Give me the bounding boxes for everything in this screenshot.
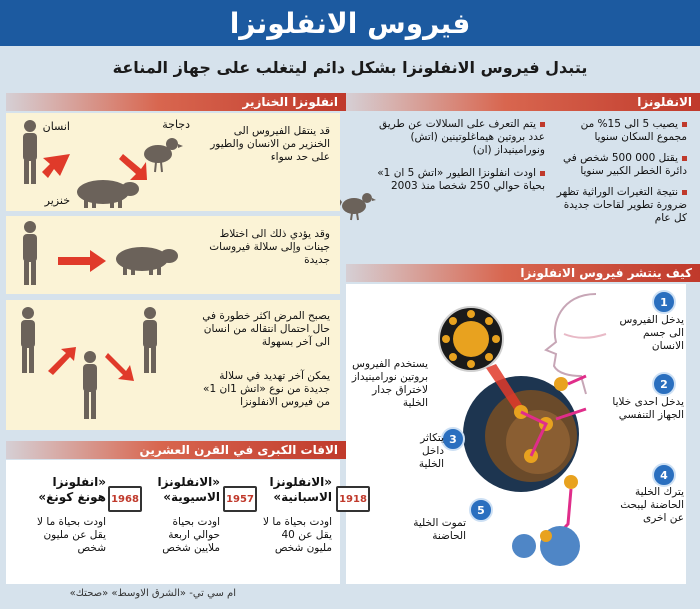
year-badge: 1918 bbox=[336, 486, 370, 512]
pig-icon bbox=[116, 247, 178, 275]
protein-note: يستخدم الفيروس بروتين نورامينيداز لاختراق جدار الخلية bbox=[351, 358, 428, 409]
bullet-icon bbox=[540, 122, 545, 127]
chicken-icon bbox=[336, 188, 376, 222]
label-chicken: دجاجة bbox=[162, 118, 190, 131]
influenza-fact-1-text: يصيب 5 الى 15% من مجموع السكان سنويا bbox=[580, 118, 687, 143]
step-text-2: يدخل احدى خلايا الجهاز التنفسي bbox=[612, 396, 684, 421]
arrow-icon bbox=[42, 154, 147, 180]
influenza-fact-4 bbox=[370, 118, 545, 157]
step-number: 5 bbox=[469, 498, 493, 522]
arrow-icon bbox=[58, 250, 106, 272]
influenza-left-list bbox=[370, 118, 545, 193]
virus-icon bbox=[540, 530, 552, 542]
bullet-icon bbox=[682, 156, 687, 161]
pandemic-text: اودت بحياة حوالي اربعة ملايين شخص bbox=[162, 516, 220, 554]
step-number: 2 bbox=[652, 372, 676, 396]
pandemic-text: اودت بحياة ما لا يقل عن مليون شخص bbox=[37, 516, 106, 554]
credit-line: ام سي تي- «الشرق الاوسط» «صحتك» bbox=[69, 588, 236, 599]
step-text-5: تموت الخلية الحاضنة bbox=[413, 517, 466, 542]
year-badge: 1957 bbox=[223, 486, 257, 512]
dying-cell-icon bbox=[512, 534, 536, 558]
step-text-3: يتكاثر داخل الخلية bbox=[418, 432, 444, 470]
human-transmission-illustration bbox=[8, 301, 198, 429]
pandemic-name: «الانفلونزا الاسيوية» bbox=[157, 475, 220, 504]
pandemic-name: «انفلونزا هونغ كونغ» bbox=[38, 475, 106, 504]
step-number: 1 bbox=[652, 290, 676, 314]
influenza-fact-3-text: نتيجة التغيرات الوراثية تظهر ضرورة تطوير لقاحات جديدة كل عام bbox=[556, 186, 687, 224]
human-icon bbox=[143, 307, 157, 373]
gene-mixing-illustration bbox=[8, 217, 198, 293]
swine-panel-3-text-2: يمكن آخر تهديد في سلالة جديدة من نوع «اتش 1ان 1» من فيروس الانفلونزا bbox=[203, 370, 330, 408]
virus-spread-illustration bbox=[346, 284, 646, 584]
influenza-fact-4-text: يتم التعرف على السلالات عن طريق عدد بروتين هيماغلوتينين (اتش) ونورامينيداز (ان) bbox=[379, 118, 545, 156]
bullet-icon bbox=[682, 190, 687, 195]
step-text-1: يدخل الفيروس الى جسم الانسان bbox=[619, 314, 684, 352]
human-icon bbox=[21, 307, 35, 373]
chicken-icon bbox=[144, 138, 183, 172]
bullet-icon bbox=[682, 122, 687, 127]
pandemic-text: اودت بحياة ما لا يقل عن 40 مليون شخص bbox=[263, 516, 332, 554]
human-icon bbox=[23, 221, 37, 285]
influenza-right-list bbox=[555, 118, 687, 225]
label-pig: خنزير bbox=[44, 194, 70, 207]
label-human: انسان bbox=[42, 120, 70, 133]
year-badge: 1968 bbox=[108, 486, 142, 512]
influenza-fact-2-text: يقتل 000 500 شخص في دائرة الخطر الكبير سنويا bbox=[562, 152, 687, 177]
influenza-fact-2 bbox=[555, 152, 687, 178]
swine-header: انفلونزا الخنازير bbox=[6, 93, 346, 111]
pandemics-header: الافات الكبرى في القرن العشرين bbox=[6, 441, 346, 459]
swine-panel-2-text: وقد يؤدي ذلك الى اختلاط جينات وإلى سلالة فيروسات جديدة bbox=[209, 228, 330, 266]
pandemic-name: «الانفلونزا الاسبانية» bbox=[269, 475, 332, 504]
spread-header: كيف ينتشر فيروس الانفلونزا bbox=[346, 264, 700, 282]
bullet-icon bbox=[540, 171, 545, 176]
step-number: 3 bbox=[441, 427, 465, 451]
swine-panel-1-text: قد ينتقل الفيروس الى الخنزير من الانسان والطيور على حد سواء bbox=[210, 125, 330, 163]
human-icon bbox=[83, 351, 97, 419]
influenza-fact-1 bbox=[555, 118, 687, 144]
step-number: 4 bbox=[652, 463, 676, 487]
page-subtitle: يتبدل فيروس الانفلونزا بشكل دائم ليتغلب على جهاز المناعة bbox=[112, 57, 588, 77]
swine-panel-3-text-1: يصبح المرض اكثر خطورة في حال احتمال انتقاله من انسان الى آخر بسهولة bbox=[202, 310, 330, 348]
page-title-text: فيروس الانفلونزا bbox=[229, 6, 471, 40]
step-text-4: يترك الخلية الحاضنة ليبحث عن اخرى bbox=[620, 486, 684, 524]
influenza-header: الانفلونزا bbox=[346, 93, 700, 111]
pig-icon bbox=[77, 180, 139, 208]
influenza-fact-3 bbox=[555, 186, 687, 225]
influenza-fact-5-text: اودت انفلونزا الطيور «اتش 5 ان 1» بحياة حوالي 250 شخصا منذ 2003 bbox=[377, 167, 545, 192]
influenza-fact-5 bbox=[370, 167, 545, 193]
page-title bbox=[0, 0, 700, 46]
